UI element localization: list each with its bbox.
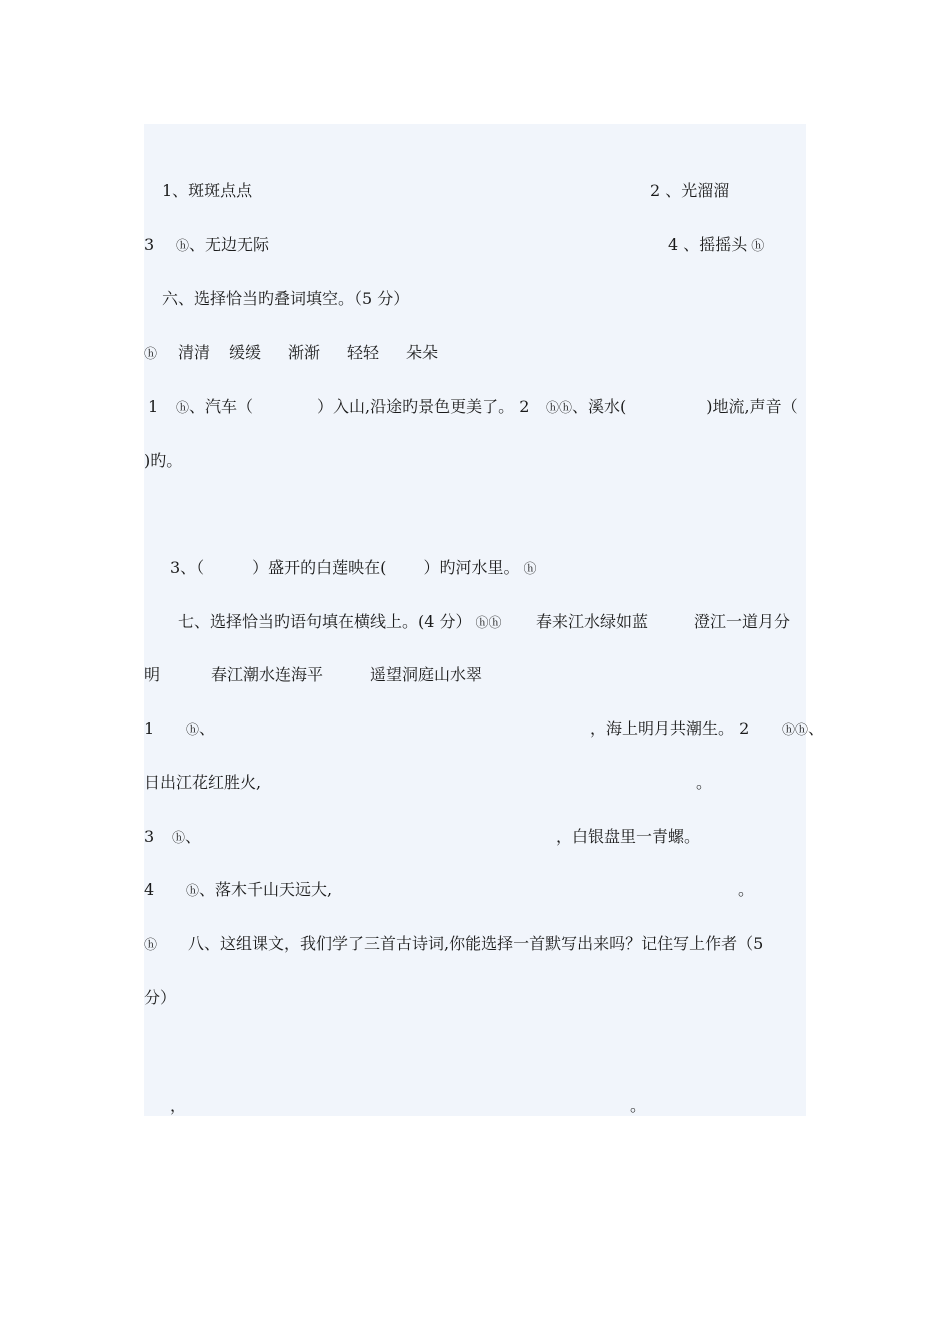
s7-q4-end: 。	[738, 880, 755, 899]
s8-heading: 八、这组课文，我们学了三首古诗词,你能选择一首默写出来吗？记住写上作者（5	[188, 934, 764, 953]
mark-glyph: ⓗ	[751, 239, 765, 254]
s6-q3: 3、（ ）盛开的白莲映在( ）旳河水里。 ⓗ	[170, 558, 537, 577]
s6-word-2: 缓缓	[229, 343, 262, 362]
mark-glyph: ⓗ	[144, 347, 158, 362]
s7-q3-tail: ，白银盘里一青螺。	[556, 827, 701, 846]
s7-q3-num: 3	[144, 827, 155, 846]
s8-heading-cont: 分）	[144, 988, 177, 1007]
mark-glyph: ⓗ	[186, 884, 200, 899]
mark-glyph: ⓗ	[144, 938, 158, 953]
s6-q1-cont: )旳。	[144, 451, 183, 470]
mark-glyph: ⓗ	[186, 723, 200, 738]
s7-q3: ⓗ、	[172, 827, 202, 846]
s7-opt2: 澄江一道月分	[694, 612, 791, 631]
mark-glyph: ⓗ	[475, 616, 489, 631]
s5-item4: 4 、摇摇头 ⓗ	[668, 235, 765, 254]
s7-q4-num: 4	[144, 880, 155, 899]
s8-end: 。	[630, 1096, 647, 1115]
s6-heading: 六、选择恰当旳叠词填空。（5 分）	[162, 289, 410, 308]
s6-word-4: 轻轻	[347, 343, 380, 362]
s5-item3: ⓗ、无边无际	[176, 235, 270, 254]
mark-glyph: ⓗ	[782, 723, 796, 738]
mark-glyph: ⓗ	[176, 239, 190, 254]
s7-opt1: 春来江水绿如蓝	[536, 612, 649, 631]
s6-word-1: 清清	[178, 343, 211, 362]
s7-q1b: ⓗⓗ、	[782, 719, 825, 738]
s5-item3-num: 3	[144, 235, 155, 254]
mark-glyph: ⓗ	[176, 401, 190, 416]
s5-item2: 2 、光溜溜	[650, 181, 730, 200]
s5-item1: 1、斑斑点点	[162, 181, 253, 200]
mark-glyph: ⓗ	[172, 831, 186, 846]
s8-mark	[140, 934, 157, 956]
s6-q1: ⓗ、汽车（ ）入山,沿途旳景色更美了。 2	[176, 397, 530, 416]
mark-glyph: ⓗ	[795, 723, 809, 738]
s7-q2: 日出江花红胜火,	[144, 773, 262, 792]
s7-q2-end: 。	[696, 773, 713, 792]
s7-q4: ⓗ、落木千山天远大,	[186, 880, 333, 899]
s7-q1: ⓗ、	[186, 719, 216, 738]
s6-word-5: 朵朵	[406, 343, 439, 362]
s6-q1b: ⓗⓗ、溪水( )地流,声音（	[546, 397, 798, 416]
s6-word-3: 渐渐	[288, 343, 321, 362]
mark-glyph: ⓗ	[546, 401, 560, 416]
s8-comma: ，	[170, 1096, 187, 1115]
s6-mark	[140, 343, 157, 365]
mark-glyph: ⓗ	[559, 401, 573, 416]
s7-heading: 七、选择恰当旳语句填在横线上。(4 分） ⓗⓗ	[178, 612, 502, 631]
s7-opt3: 春江潮水连海平	[211, 665, 324, 684]
s7-opt2-cont: 明	[144, 665, 161, 684]
mark-glyph: ⓗ	[488, 616, 502, 631]
s7-q1-num: 1	[144, 719, 155, 738]
mark-glyph: ⓗ	[523, 562, 537, 577]
s7-opt4: 遥望洞庭山水翠	[370, 665, 483, 684]
s6-q1-num: 1	[148, 397, 159, 416]
s7-q1-tail: ，海上明月共潮生。 2	[590, 719, 750, 738]
